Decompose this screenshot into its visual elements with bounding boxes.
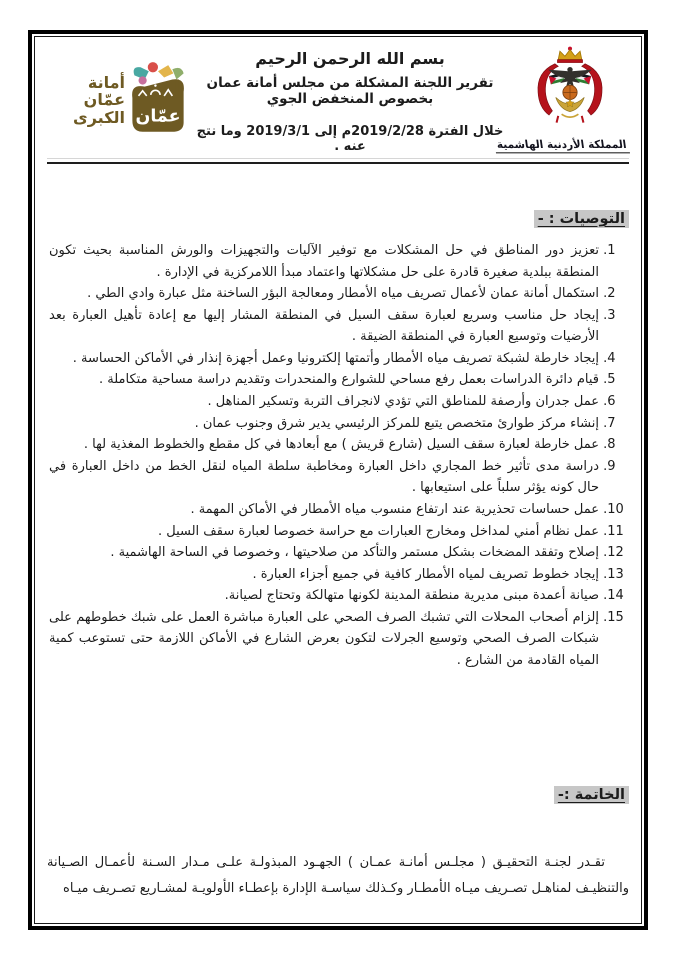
kingdom-caption: المملكة الأردنية الهاشمية	[494, 139, 630, 154]
conclusion-heading: الخاتمة :-	[554, 786, 629, 804]
recommendations-heading: التوصيات : -	[534, 210, 629, 228]
jordan-coat-of-arms-icon	[528, 45, 612, 133]
recommendation-item: 6. عمل جدران وأرصفة للمناطق التي تؤدي لانجراف التربة وتسكير المناهل .	[47, 391, 599, 413]
svg-text:عمّان: عمّان	[135, 106, 181, 127]
recommendation-item: 10. عمل حساسات تحذيرية عند ارتفاع منسوب مياه الأمطار في الأماكن المهمة .	[47, 499, 599, 521]
document-page	[34, 36, 642, 924]
recommendation-item: 15. إلزام أصحاب المحلات التي تشبك الصرف الصحي على العبارة مباشرة العمل على شبك خطوطهم على شبكات الصرف الصحي وتوسيع الجرلات لتكون بعرض الشارع في الأماكن اللازمة حتى تستوعب كمية المياه القادمة من الشارع .	[47, 607, 599, 672]
jordan-crest-block	[496, 45, 629, 153]
gam-emblem-icon	[127, 59, 189, 141]
document-header	[47, 45, 629, 154]
header-title-block	[189, 45, 511, 154]
recommendation-item: 9. دراسة مدى تأثير خط المجاري داخل العبارة ومخاطبة سلطة المياه لنقل الخط من داخل العبارة في حال كونه يؤثر سلباً على استيعابها .	[47, 456, 599, 499]
recommendation-item: 11. عمل نظام أمني لمداخل ومخارج العبارات مع حراسة خصوصا لعبارة سقف السيل .	[47, 521, 599, 543]
conclusion-paragraph: تقـدر لجنـة التحقيـق ( مجلـس أمانـة عمـان ) الجهـود المبذولـة علـى مـدار السـنة لأعمـال الصـيانة والتنظيـف لمناهـل تصـريف ميـاه الأمطـار وكـذلك سياسـة الإدارة بإعطـاء الأولويـة لمشـاريع تصـريف ميـاه	[47, 854, 629, 896]
recommendation-item: 3. إيجاد حل مناسب وسريع لعبارة سقف السيل في المنطقة المشار إليها مع إعادة تأهيل العبارة بعد الأرضيات وتوسيع العبارة في المنطقة الضيقة .	[47, 305, 599, 348]
recommendation-item: 8. عمل خارطة لعبارة سقف السيل (شارع قريش ) مع أبعادها في كل مقطع والخطوط المغذية لها .	[47, 434, 599, 456]
header-separator	[47, 158, 629, 164]
recommendations-list	[47, 240, 629, 672]
recommendation-item: 12. إصلاح وتفقد المضخات بشكل مستمر والتأكد من صلاحيتها ، وخصوصا في الساحة الهاشمية .	[47, 542, 599, 564]
report-period: خلال الفترة 2019/2/28م إلى 2019/3/1 وما نتج عنه .	[196, 124, 504, 154]
recommendation-item: 4. إيجاد خارطة لشبكة تصريف مياه الأمطار وأتمتها إلكترونيا وعمل أجهزة إنذار في الأماكن الحساسة .	[47, 348, 599, 370]
recommendation-item: 1. تعزيز دور المناطق في حل المشكلات مع توفير الآليات والتجهيزات والورش المناسبة بحيث تكون المنطقة ببلدية صغيرة قادرة على حل مشكلاتها واعتماد مبدأ اللامركزية في الإدارة .	[47, 240, 599, 283]
recommendation-item: 2. استكمال أمانة عمان لأعمال تصريف مياه الأمطار ومعالجة البؤر الساخنة مثل عبارة وادي الطي .	[47, 283, 599, 305]
gam-logo-block	[47, 45, 189, 141]
recommendation-item: 7. إنشاء مركز طوارئ متخصص يتبع للمركز الرئيسي يدير شرق وجنوب عمان .	[47, 413, 599, 435]
recommendation-item: 5. قيام دائرة الدراسات بعمل رفع مساحي للشوارع والمنحدرات وتقديم دراسة مساحية متكاملة .	[47, 369, 599, 391]
page-border-frame	[28, 30, 648, 930]
report-title: تقرير اللجنة المشكلة من مجلس أمانة عمان بخصوص المنخفض الجوي	[206, 75, 494, 107]
recommendation-item: 14. صيانة أعمدة مبنى مديرية منطقة المدينة لكونها متهالكة وتحتاج لصيانة.	[47, 585, 599, 607]
recommendation-item: 13. إيجاد خطوط تصريف لمياه الأمطار كافية في جميع أجزاء العبارة .	[47, 564, 599, 586]
bismillah-line: بسم الله الرحمن الرحيم	[255, 49, 445, 68]
gam-logo-text: أمانة عمّان الكبرى	[73, 73, 125, 127]
